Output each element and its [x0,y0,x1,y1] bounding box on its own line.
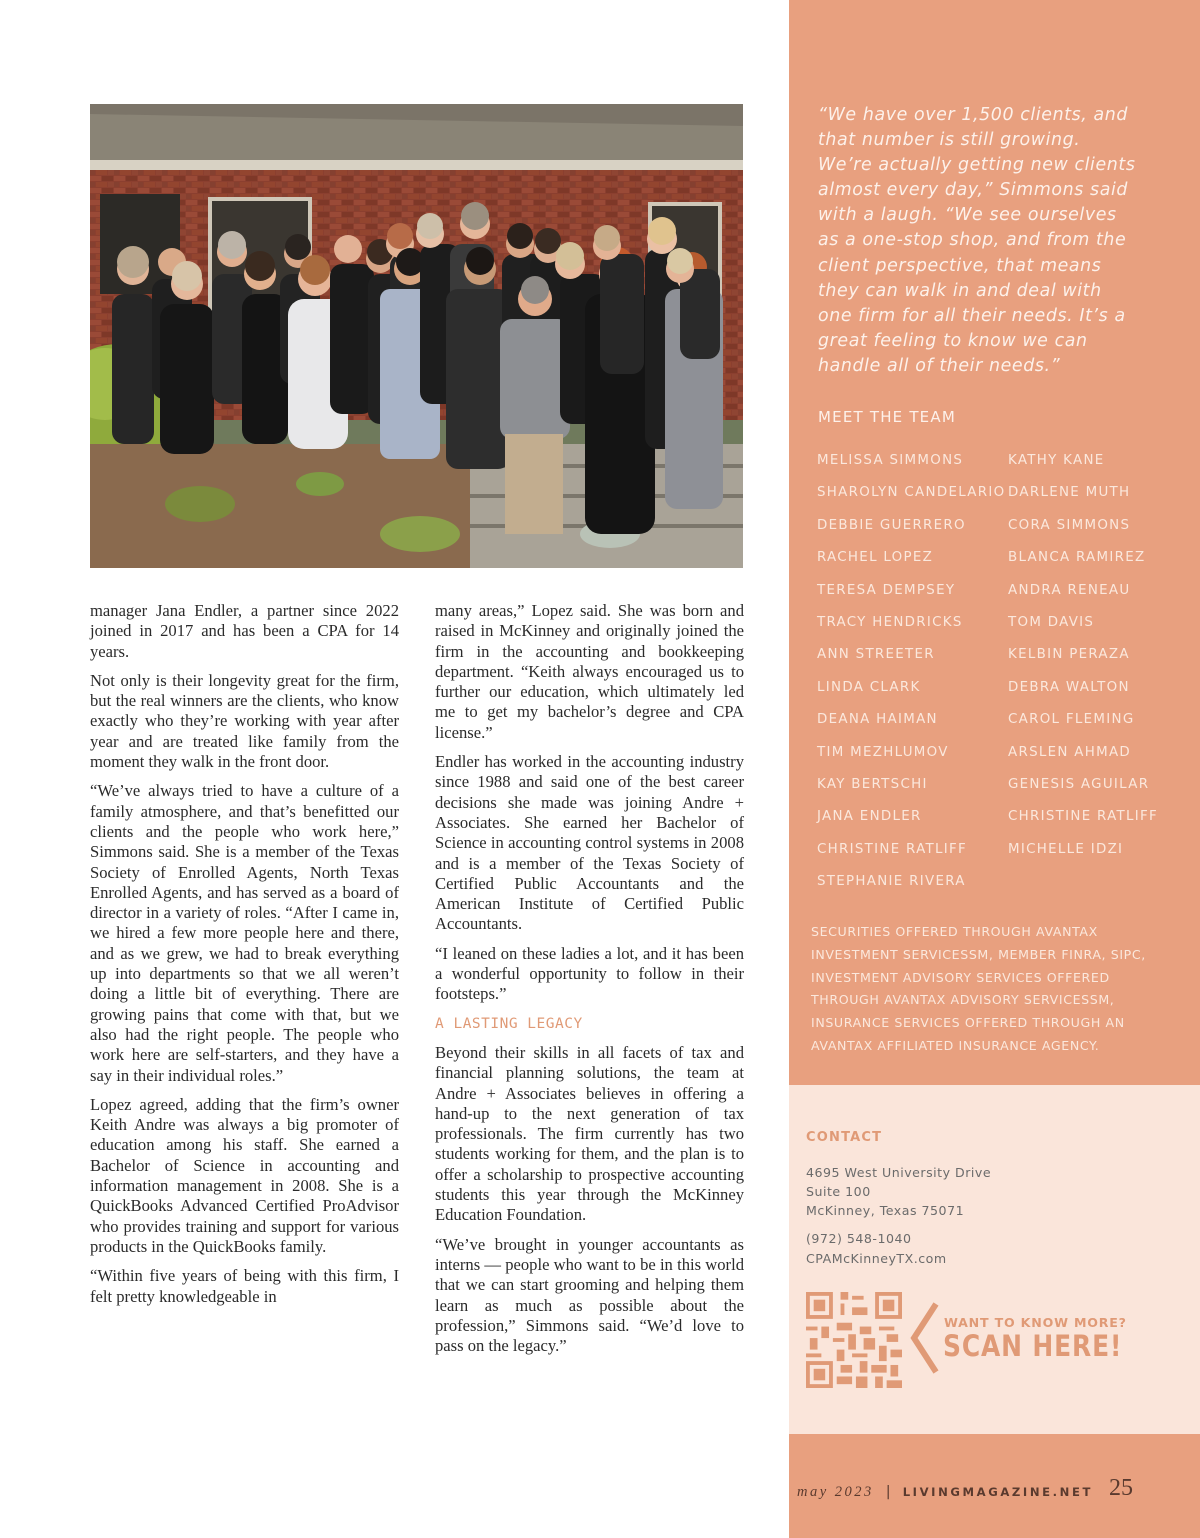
article-paragraph: Not only is their longevity great for the firm, but the real winners are the clients, who know exactly who they’re working with year after year and are treated like family from the moment they walk in the front door. [90,670,399,772]
team-member: JANA ENDLER [817,809,922,825]
article-paragraph: Lopez agreed, adding that the firm’s owner Keith Andre was always a big promoter of education among his staff. She earned a Bachelor of Science in accounting and information management in 2008. She is a QuickBooks Advanced Certified ProAdvisor who provides training and support for various products in the QuickBooks family. [90,1094,399,1256]
team-member: TOM DAVIS [1008,614,1095,630]
team-member: DEBRA WALTON [1008,679,1130,695]
team-member: BLANCA RAMIREZ [1008,550,1146,566]
address-line: 4695 West University Drive [806,1165,992,1180]
team-member: RACHEL LOPEZ [817,550,934,566]
team-member: TERESA DEMPSEY [817,582,956,598]
team-photo-illustration [90,104,743,568]
website-link[interactable]: CPAMcKinneyTX.com [806,1250,947,1266]
team-member: LINDA CLARK [817,679,921,695]
team-member: STEPHANIE RIVERA [817,874,966,890]
team-list-right [1008,450,1158,871]
team-list-left [817,450,1005,903]
cta-scan-text: SCAN HERE! [943,1329,1123,1363]
team-member: CORA SIMMONS [1008,517,1131,533]
contact-heading: CONTACT [806,1130,883,1145]
team-member: MICHELLE IDZI [1008,841,1124,857]
address-line: Suite 100 [806,1184,871,1199]
team-member: CHRISTINE RATLIFF [1008,809,1159,825]
team-member: CHRISTINE RATLIFF [817,841,968,857]
securities-disclaimer: SECURITIES OFFERED THROUGH AVANTAX INVESTMENT SERVICESSM, MEMBER FINRA, SIPC, INVESTMENT ADVISORY SERVICES OFFERED THROUGH AVANTAX ADVISORY SERVICESSM, INSURANCE SERVICES OFFERED THROUGH AN AVANTAX AFFILIATED INSURANCE AGENCY. [811,924,1146,1053]
magazine-website[interactable]: LIVINGMAGAZINE.NET [902,1485,1093,1499]
team-member: KELBIN PERAZA [1008,647,1130,663]
article-paragraph: “We’ve always tried to have a culture of a family atmosphere, and that’s benefitted our clients and the people who work here,” Simmons said. She is a member of the Texas Society of Enrolled Agents, North Texas Enrolled Agents, and has served as a board of director in a variety of roles. “After I came in, we hired a few more people here and there, and as we grew, we had to break everything up into departments so that we all weren’t doing a little bit of everything. There are growing pains that come with that, but we also had the right people. The people who work here are self-starters, and they have a say in their individual roles.” [90,781,399,1085]
team-member: ANDRA RENEAU [1008,582,1131,598]
chevron-left-icon [906,1298,942,1378]
article-paragraph: Beyond their skills in all facets of tax and financial planning solutions, the team at Andre + Associates believes in offering a hand-up to the next generation of tax professionals. The firm currently has two students working for them, and the plan is to offer a scholarship to prospective accounting students this year through the McKinney Education Foundation. [435,1042,744,1225]
page-footer [797,1484,1093,1501]
pull-quote: “We have over 1,500 clients, and that number is still growing. We’re actually getting new clients almost every day,” Simmons said with a laugh. “We see ourselves as a one-stop shop, and from the client perspective, that means they can walk in and deal with one firm for all their needs. It’s a great feeling to know we can handle all of their needs.” [818,105,1136,376]
team-member: KAY BERTSCHI [817,776,928,792]
team-photo [90,104,743,568]
article-paragraph: “I leaned on these ladies a lot, and it has been a wonderful opportunity to follow in their footsteps.” [435,943,744,1004]
article-paragraph: “Within five years of being with this firm, I felt pretty knowledgeable in [90,1266,399,1306]
article-paragraph: Endler has worked in the accounting industry since 1988 and said one of the best career decisions she made was joining Andre + Associates. She earned her Bachelor of Science in accounting control systems in 2008 and is a member of the Texas Society of Certified Public Accountants and the American Institute of Certified Public Accountants. [435,752,744,934]
team-member: GENESIS AGUILAR [1008,776,1150,792]
page-number: 25 [1109,1475,1133,1501]
phone-number[interactable]: (972) 548-1040 [806,1231,912,1246]
contact-details [806,1229,947,1268]
footer-separator: | [885,1484,891,1500]
qr-code-icon[interactable] [806,1292,902,1388]
team-member: ANN STREETER [817,647,935,663]
article-column-2 [435,601,744,1365]
article-column-1 [90,601,399,1316]
contact-address [806,1163,991,1220]
address-line: McKinney, Texas 75071 [806,1203,965,1218]
team-member: SHAROLYN CANDELARIO [817,485,1006,501]
team-member: MELISSA SIMMONS [817,453,964,468]
team-member: CAROL FLEMING [1008,712,1135,728]
team-heading: MEET THE TEAM [818,408,956,426]
team-member: DEBBIE GUERRERO [817,517,966,533]
article-paragraph: manager Jana Endler, a partner since 2022 joined in 2017 and has been a CPA for 14 years. [90,601,399,661]
team-member: TRACY HENDRICKS [817,614,963,630]
cta-small-text: WANT TO KNOW MORE? [944,1315,1127,1330]
section-subheading: A LASTING LEGACY [435,1015,583,1032]
team-member: TIM MEZHLUMOV [817,744,949,760]
team-member: ARSLEN AHMAD [1008,744,1132,760]
team-member: DEANA HAIMAN [817,712,938,728]
article-paragraph: many areas,” Lopez said. She was born and raised in McKinney and originally joined the firm in the accounting and bookkeeping department. “Keith always encouraged us to further our education, which ultimately led me to get my bachelor’s degree and CPA license.” [435,601,744,742]
issue-date: may 2023 [797,1484,874,1500]
team-member: KATHY KANE [1008,453,1105,468]
article-paragraph: “We’ve brought in younger accountants as interns — people who want to be in this world that we can start grooming and helping them learn as much as possible about the profession,” Simmons said. “We’d love to pass on the legacy.” [435,1234,744,1356]
team-member: DARLENE MUTH [1008,485,1131,501]
